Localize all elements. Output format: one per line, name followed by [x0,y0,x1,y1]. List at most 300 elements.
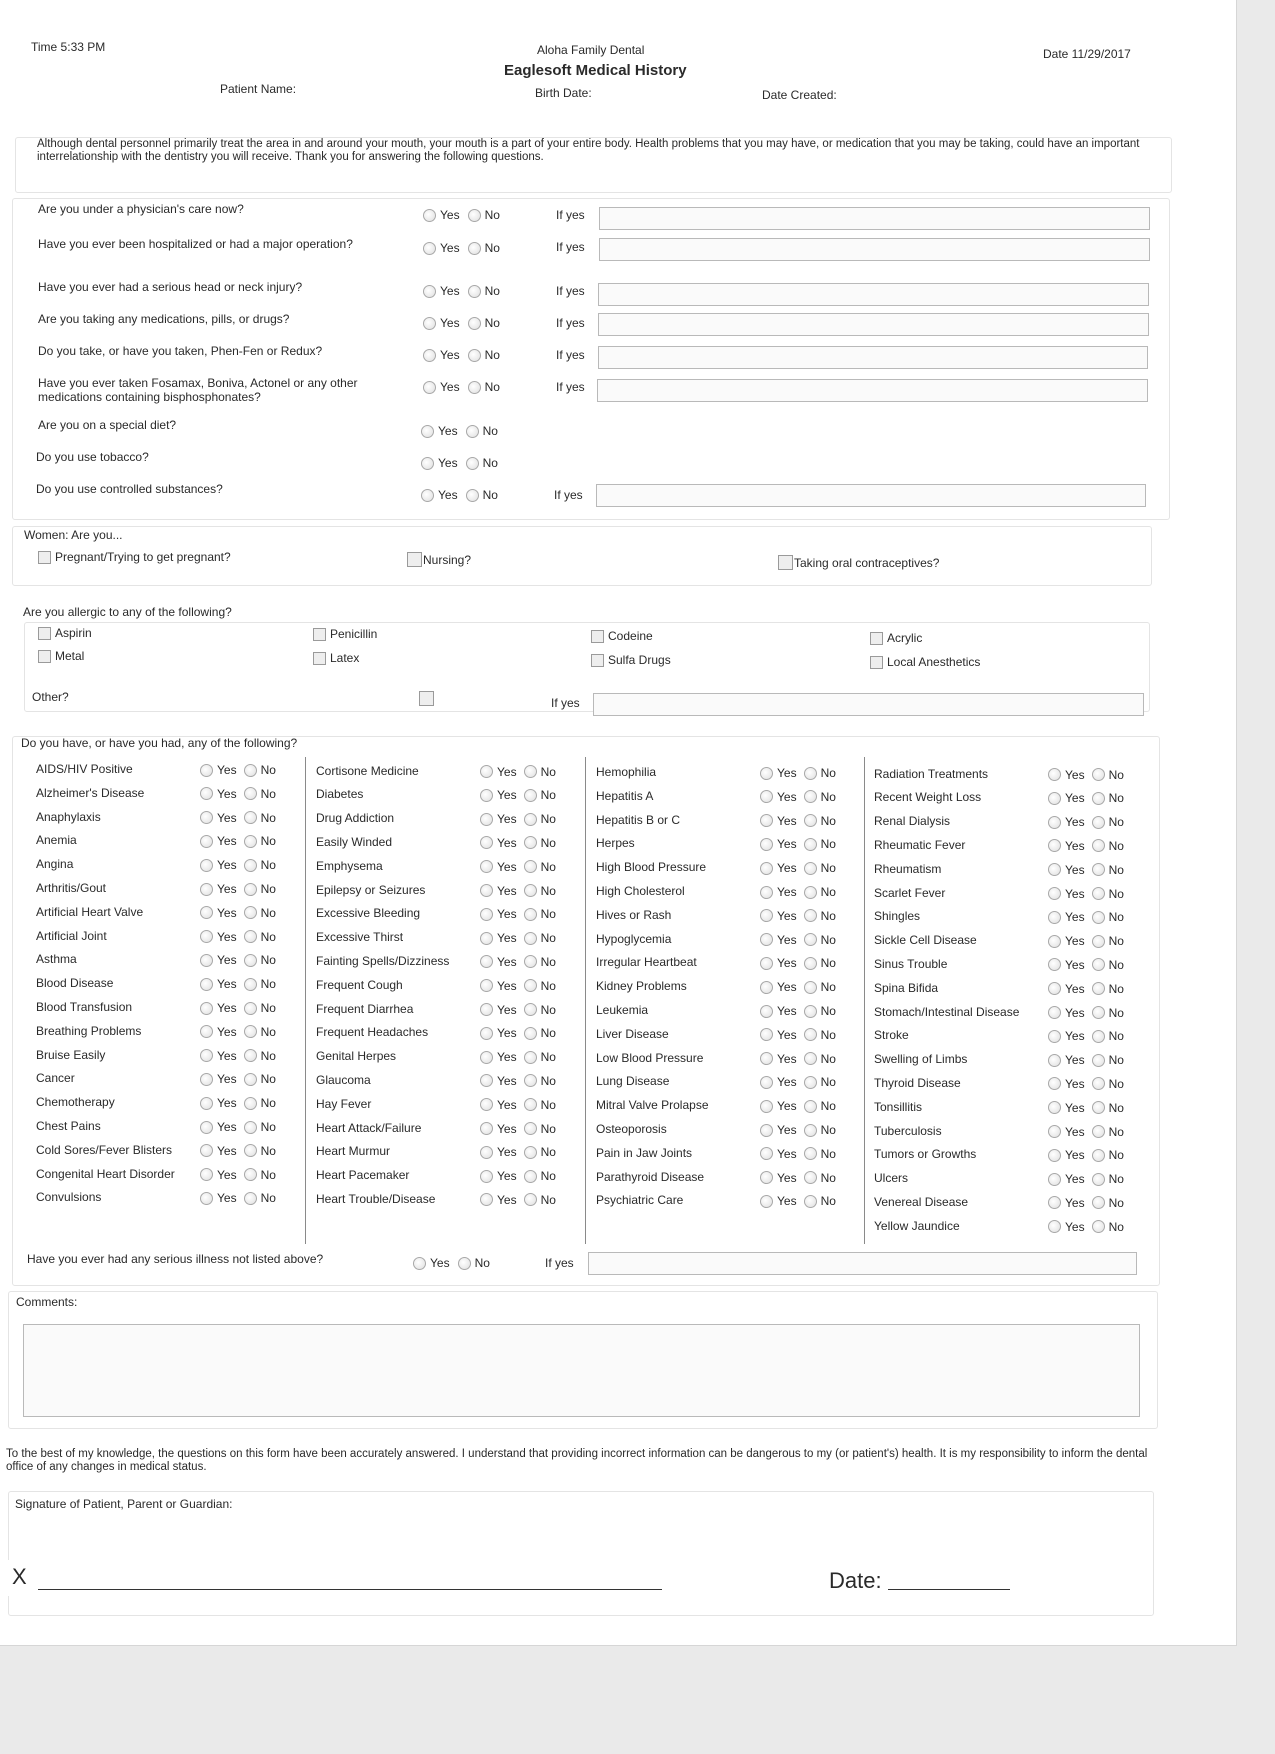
yes-radio[interactable] [1048,839,1061,852]
no-radio[interactable] [1092,1125,1105,1138]
no-radio[interactable] [524,908,537,921]
yes-label: Yes [1065,1029,1085,1044]
aspirin-checkbox[interactable] [38,627,51,640]
condition-label: Excessive Bleeding [316,906,421,921]
condition-label: Ulcers [874,1171,909,1186]
condition-label: Yellow Jaundice [874,1218,960,1233]
no-radio[interactable] [1092,1054,1105,1067]
yes-label: Yes [217,786,237,801]
condition-answer [1048,768,1131,782]
yes-radio[interactable] [480,1051,493,1064]
yes-radio[interactable] [200,1025,213,1038]
no-radio[interactable] [524,955,537,968]
yes-radio[interactable] [480,932,493,945]
condition-answer [200,1120,283,1134]
condition-answer [1048,791,1131,805]
no-label: No [820,1099,836,1114]
condition-answer [1048,958,1131,972]
yes-radio[interactable] [423,317,436,330]
condition-answer [760,814,843,828]
yes-radio[interactable] [760,1147,773,1160]
yes-radio[interactable] [200,859,213,872]
yes-label: Yes [777,837,797,852]
condition-answer [760,1099,843,1113]
no-label: No [820,1075,836,1090]
yes-label: Yes [438,488,458,502]
yes-radio[interactable] [760,909,773,922]
condition-label: Liver Disease [596,1026,669,1041]
condition-answer [200,882,283,896]
no-radio[interactable] [804,1124,817,1137]
yes-radio[interactable] [480,765,493,778]
no-radio[interactable] [1092,768,1105,781]
condition-label: Heart Trouble/Disease [316,1191,436,1206]
yes-radio[interactable] [480,1170,493,1183]
yes-radio[interactable] [760,957,773,970]
no-radio[interactable] [244,954,257,967]
yes-radio[interactable] [200,1121,213,1134]
yes-radio[interactable] [423,209,436,222]
yes-radio[interactable] [1048,1125,1061,1138]
yes-radio[interactable] [760,1076,773,1089]
yes-radio[interactable] [480,908,493,921]
yes-radio[interactable] [200,883,213,896]
no-radio[interactable] [244,859,257,872]
no-label: No [1108,981,1124,996]
no-radio[interactable] [244,835,257,848]
yes-radio[interactable] [200,811,213,824]
no-radio[interactable] [468,317,481,330]
yes-radio[interactable] [760,1028,773,1041]
yes-radio[interactable] [760,767,773,780]
pregnant-checkbox[interactable] [38,551,51,564]
yes-radio[interactable] [200,787,213,800]
yes-radio[interactable] [1048,887,1061,900]
no-radio[interactable] [804,1147,817,1160]
yes-label: Yes [217,763,237,777]
yes-radio[interactable] [1048,1149,1061,1162]
no-radio[interactable] [804,909,817,922]
no-radio[interactable] [524,1098,537,1111]
yes-label: Yes [1065,1053,1085,1068]
no-label: No [820,885,836,899]
no-radio[interactable] [466,489,479,502]
yes-label: Yes [497,1073,517,1088]
yes-radio[interactable] [480,1122,493,1135]
no-label: No [260,1143,276,1158]
yes-radio[interactable] [421,457,434,470]
question-7: Are you on a special diet? [38,418,177,432]
condition-label: Pain in Jaw Joints [596,1145,693,1160]
no-radio[interactable] [804,957,817,970]
penicillin-label: Penicillin [330,627,378,641]
question-1-details-input[interactable] [599,207,1150,230]
yes-radio[interactable] [200,954,213,967]
condition-label: Parathyroid Disease [596,1169,705,1184]
yes-radio[interactable] [200,835,213,848]
yes-radio[interactable] [480,1193,493,1206]
no-radio[interactable] [244,883,257,896]
no-label: No [482,456,498,470]
yes-label: Yes [1065,934,1085,949]
condition-answer [760,909,843,923]
condition-label: Irregular Heartbeat [596,955,697,970]
yes-radio[interactable] [200,764,213,777]
metal-checkbox[interactable] [38,650,51,663]
yes-radio[interactable] [760,1171,773,1184]
no-radio[interactable] [804,886,817,899]
no-radio[interactable] [1092,1196,1105,1209]
yes-radio[interactable] [760,933,773,946]
no-radio[interactable] [1092,958,1105,971]
allergy-acrylic [870,631,922,645]
no-radio[interactable] [1092,1030,1105,1043]
question-9-details-input[interactable] [596,484,1146,507]
yes-label: Yes [440,284,460,298]
no-label: No [1108,1195,1124,1210]
question-2-details-input[interactable] [599,238,1150,261]
no-label: No [1108,791,1124,806]
intro-panel [15,137,1172,193]
no-radio[interactable] [244,1121,257,1134]
condition-answer [480,1169,563,1183]
no-radio[interactable] [468,242,481,255]
yes-radio[interactable] [480,1098,493,1111]
acrylic-checkbox[interactable] [870,632,883,645]
no-radio[interactable] [804,1028,817,1041]
no-radio[interactable] [524,1122,537,1135]
other-illness-details-input[interactable] [588,1252,1137,1275]
no-radio[interactable] [244,1073,257,1086]
no-radio[interactable] [524,1170,537,1183]
latex-checkbox[interactable] [313,652,326,665]
signature-line[interactable] [38,1589,662,1590]
yes-radio[interactable] [200,978,213,991]
no-radio[interactable] [458,1257,471,1270]
yes-radio[interactable] [1048,1077,1061,1090]
no-radio[interactable] [1092,1173,1105,1186]
column-divider [864,757,865,1244]
no-radio[interactable] [524,789,537,802]
yes-radio[interactable] [1048,1220,1061,1233]
local-anesthetics-checkbox[interactable] [870,656,883,669]
no-radio[interactable] [466,425,479,438]
no-label: No [540,978,556,993]
yes-label: Yes [440,208,460,222]
no-radio[interactable] [244,1144,257,1157]
no-radio[interactable] [804,1171,817,1184]
no-radio[interactable] [468,349,481,362]
allergy-local-anesthetics [870,655,980,669]
yes-radio[interactable] [1048,935,1061,948]
yes-radio[interactable] [480,836,493,849]
question-6: Have you ever taken Fosamax, Boniva, Actonel or any other medications containing bisphosphonates? [38,376,358,404]
question-5-details-input[interactable] [598,346,1148,369]
yes-label: Yes [217,929,237,944]
no-radio[interactable] [1092,1077,1105,1090]
question-6-details-input[interactable] [597,379,1148,402]
yes-radio[interactable] [760,1124,773,1137]
yes-radio[interactable] [413,1257,426,1270]
condition-label: Anemia [36,833,77,848]
yes-radio[interactable] [760,814,773,827]
no-radio[interactable] [524,1003,537,1016]
yes-label: Yes [1065,815,1085,830]
yes-radio[interactable] [421,489,434,502]
question-5-answer [423,348,508,362]
allergy-latex [313,651,359,665]
yes-radio[interactable] [200,1144,213,1157]
yes-radio[interactable] [1048,1054,1061,1067]
condition-label: Kidney Problems [596,979,687,994]
yes-radio[interactable] [200,906,213,919]
question-3-details-input[interactable] [598,283,1149,306]
comments-textarea[interactable] [23,1324,1140,1417]
condition-answer [200,1168,283,1182]
sulfa-drugs-checkbox[interactable] [591,654,604,667]
condition-answer [480,931,563,945]
yes-radio[interactable] [423,285,436,298]
no-label: No [820,861,836,876]
no-radio[interactable] [244,1049,257,1062]
yes-radio[interactable] [1048,1030,1061,1043]
yes-label: Yes [1065,981,1085,996]
no-radio[interactable] [1092,1220,1105,1233]
no-radio[interactable] [1092,863,1105,876]
condition-label: Tonsillitis [874,1099,923,1114]
no-radio[interactable] [1092,1101,1105,1114]
yes-radio[interactable] [1048,1173,1061,1186]
no-radio[interactable] [1092,816,1105,829]
yes-radio[interactable] [760,1005,773,1018]
no-radio[interactable] [804,1076,817,1089]
yes-radio[interactable] [1048,911,1061,924]
yes-radio[interactable] [200,1097,213,1110]
aspirin-label: Aspirin [55,626,92,640]
no-radio[interactable] [244,930,257,943]
no-radio[interactable] [804,862,817,875]
no-radio[interactable] [1092,839,1105,852]
yes-radio[interactable] [1048,1006,1061,1019]
yes-radio[interactable] [760,886,773,899]
if-yes-label: If yes [554,488,583,502]
no-radio[interactable] [468,285,481,298]
yes-radio[interactable] [1048,1101,1061,1114]
condition-answer [480,884,563,898]
signature-date-line[interactable] [888,1589,1010,1590]
no-radio[interactable] [244,787,257,800]
yes-radio[interactable] [760,1195,773,1208]
no-radio[interactable] [244,1192,257,1205]
no-label: No [1108,886,1124,901]
no-radio[interactable] [804,933,817,946]
no-radio[interactable] [804,981,817,994]
no-radio[interactable] [466,457,479,470]
no-radio[interactable] [1092,887,1105,900]
no-label: No [484,241,500,255]
no-radio[interactable] [1092,982,1105,995]
yes-radio[interactable] [760,981,773,994]
no-label: No [540,812,556,827]
no-label: No [820,766,836,780]
codeine-checkbox[interactable] [591,630,604,643]
yes-radio[interactable] [480,884,493,897]
yes-radio[interactable] [480,1027,493,1040]
no-radio[interactable] [524,1146,537,1159]
no-radio[interactable] [804,767,817,780]
yes-radio[interactable] [760,862,773,875]
yes-radio[interactable] [480,860,493,873]
yes-radio[interactable] [1048,958,1061,971]
allergy-other-details-input[interactable] [593,693,1144,716]
yes-radio[interactable] [423,381,436,394]
yes-radio[interactable] [423,349,436,362]
no-radio[interactable] [1092,792,1105,805]
condition-answer [1048,1220,1131,1234]
yes-label: Yes [217,1072,237,1087]
condition-answer [200,787,283,801]
condition-answer [480,1145,563,1159]
no-radio[interactable] [1092,1006,1105,1019]
yes-label: Yes [777,932,797,947]
no-label: No [820,837,836,852]
no-radio[interactable] [524,979,537,992]
condition-answer [1048,1029,1131,1043]
condition-label: Osteoporosis [596,1122,667,1136]
no-label: No [484,316,500,330]
yes-radio[interactable] [1048,863,1061,876]
condition-label: Tuberculosis [874,1123,942,1138]
conditions-title: Do you have, or have you had, any of the following? [21,736,298,750]
no-radio[interactable] [524,1193,537,1206]
yes-label: Yes [1065,1195,1085,1210]
no-radio[interactable] [1092,1149,1105,1162]
no-radio[interactable] [244,906,257,919]
yes-label: Yes [1065,1076,1085,1091]
nursing-checkbox[interactable] [407,552,422,567]
no-radio[interactable] [524,1027,537,1040]
yes-label: Yes [777,908,797,923]
no-radio[interactable] [524,765,537,778]
yes-radio[interactable] [760,1052,773,1065]
yes-radio[interactable] [480,1074,493,1087]
no-radio[interactable] [244,764,257,777]
yes-radio[interactable] [200,1168,213,1181]
no-radio[interactable] [524,932,537,945]
yes-radio[interactable] [1048,1196,1061,1209]
condition-answer [480,1098,563,1112]
yes-label: Yes [777,1027,797,1042]
yes-label: Yes [1065,957,1085,972]
no-radio[interactable] [804,838,817,851]
no-radio[interactable] [1092,911,1105,924]
no-radio[interactable] [804,1052,817,1065]
no-radio[interactable] [244,1168,257,1181]
yes-label: Yes [217,1024,237,1039]
condition-answer [760,837,843,851]
no-radio[interactable] [244,811,257,824]
no-radio[interactable] [244,1002,257,1015]
no-label: No [1108,767,1124,782]
yes-label: Yes [1065,1124,1085,1139]
no-radio[interactable] [244,1097,257,1110]
no-radio[interactable] [804,1195,817,1208]
yes-radio[interactable] [760,790,773,803]
question-8-answer [421,456,506,470]
yes-radio[interactable] [1048,792,1061,805]
no-radio[interactable] [804,1005,817,1018]
no-label: No [1108,838,1124,853]
yes-radio[interactable] [200,930,213,943]
question-4-details-input[interactable] [598,313,1149,336]
no-radio[interactable] [524,1051,537,1064]
no-label: No [260,810,276,825]
no-radio[interactable] [468,381,481,394]
no-label: No [474,1256,490,1270]
no-radio[interactable] [524,884,537,897]
yes-radio[interactable] [1048,816,1061,829]
yes-radio[interactable] [1048,768,1061,781]
yes-radio[interactable] [480,813,493,826]
yes-radio[interactable] [1048,982,1061,995]
no-radio[interactable] [244,978,257,991]
yes-label: Yes [497,954,517,969]
condition-answer [200,1001,283,1015]
condition-label: Fainting Spells/Dizziness [316,953,450,968]
no-radio[interactable] [524,1074,537,1087]
yes-radio[interactable] [760,838,773,851]
yes-radio[interactable] [423,242,436,255]
yes-radio[interactable] [200,1002,213,1015]
condition-label: Hemophilia [596,765,657,779]
allergy-other-checkbox[interactable] [419,691,434,706]
yes-radio[interactable] [200,1049,213,1062]
no-radio[interactable] [524,813,537,826]
condition-label: Congenital Heart Disorder [36,1166,175,1181]
condition-label: Scarlet Fever [874,885,946,900]
yes-radio[interactable] [760,1100,773,1113]
yes-label: Yes [497,1169,517,1184]
yes-label: Yes [497,883,517,898]
sulfa-drugs-label: Sulfa Drugs [608,653,671,667]
no-label: No [820,1123,836,1137]
pregnant-label: Pregnant/Trying to get pregnant? [55,550,231,564]
no-radio[interactable] [1092,935,1105,948]
no-radio[interactable] [804,1100,817,1113]
no-radio[interactable] [468,209,481,222]
yes-radio[interactable] [480,1146,493,1159]
yes-label: Yes [777,885,797,899]
no-radio[interactable] [244,1025,257,1038]
no-radio[interactable] [804,814,817,827]
yes-label: Yes [777,766,797,780]
yes-radio[interactable] [480,1003,493,1016]
yes-radio[interactable] [200,1073,213,1086]
yes-radio[interactable] [480,955,493,968]
no-radio[interactable] [524,836,537,849]
no-label: No [1108,1029,1124,1044]
no-radio[interactable] [804,790,817,803]
no-radio[interactable] [524,860,537,873]
yes-radio[interactable] [480,979,493,992]
no-label: No [260,1191,276,1206]
penicillin-checkbox[interactable] [313,628,326,641]
allergies-title: Are you allergic to any of the following? [23,605,232,619]
yes-radio[interactable] [480,789,493,802]
yes-radio[interactable] [200,1192,213,1205]
contraceptives-checkbox[interactable] [778,555,793,570]
yes-radio[interactable] [421,425,434,438]
